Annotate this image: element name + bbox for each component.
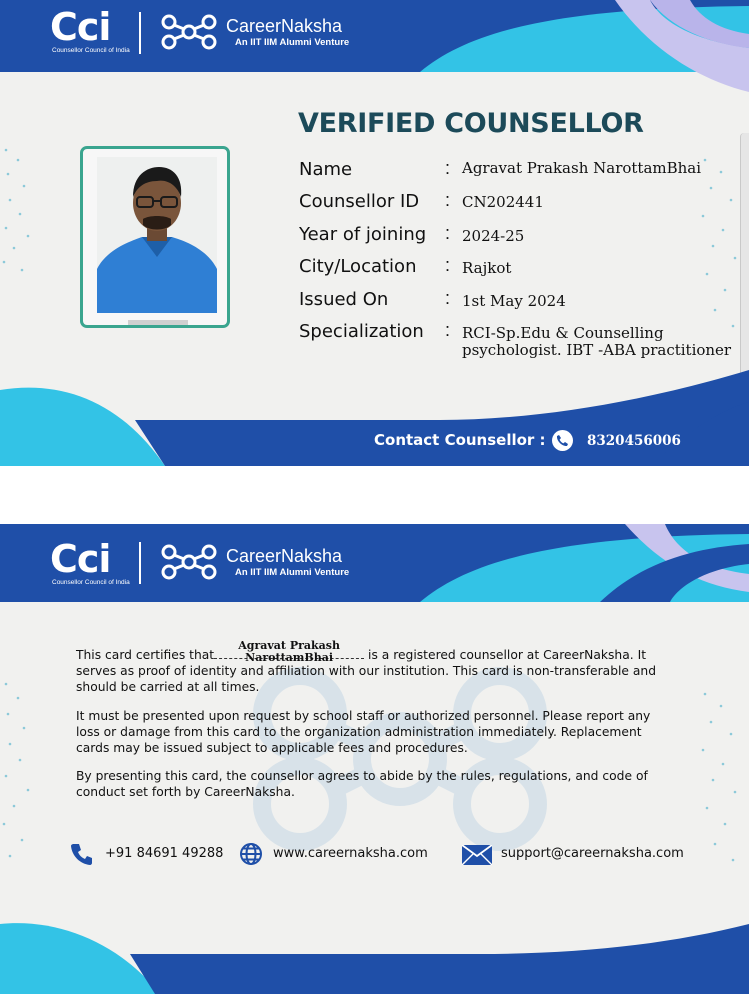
year-of-joining-label: Year of joining [299,224,427,245]
contact-phone[interactable]: +91 84691 49288 [105,846,224,861]
decorative-dots-left [0,140,40,280]
specialization-value-line2: psychologist. IBT -ABA practitioner [462,341,732,359]
cci-logo: Cci [50,537,111,581]
certifies-continuation: is a registered counsellor at CareerNaksha. It serves as proof of identity and affiliation with our institution. This card is non-transferable and should be carried at all times. [76,648,657,694]
contact-number[interactable]: 8320456006 [587,433,681,449]
name-value: Agravat Prakash NarottamBhai [462,159,702,177]
card-title: VERIFIED COUNSELLOR [298,108,644,139]
name-colon: : [445,158,451,178]
footer-decoration [0,914,749,994]
cci-logo: Cci [50,5,111,49]
phone-icon [552,430,573,451]
conduct-paragraph: By presenting this card, the counsellor agrees to abide by the rules, regulations, and code of conduct set forth by CareerNaksha. [76,769,648,799]
careernaksha-logo-icon [160,542,218,582]
cci-logo-subtitle: Counsellor Council of India [52,47,130,54]
careernaksha-logo-text: CareerNaksha [226,16,343,36]
year-of-joining-value: 2024-25 [462,227,525,245]
name-label: Name [299,159,353,180]
counsellor-name-blank [214,639,364,664]
photo-frame [80,146,230,328]
id-card-front [0,0,749,466]
globe-icon [239,842,263,866]
counsellor-id-colon: : [445,190,451,210]
header-decoration [0,0,749,110]
specialization-colon: : [445,320,451,340]
year-of-joining-colon: : [445,223,451,243]
cci-logo-subtitle: Counsellor Council of India [52,579,130,586]
careernaksha-logo-text: CareerNaksha [226,546,343,566]
contact-website[interactable]: www.careernaksha.com [273,846,428,861]
contact-counsellor-label: Contact Counsellor : [374,431,546,449]
city-location-label: City/Location [299,256,417,277]
counsellor-id-label: Counsellor ID [299,191,420,212]
issued-on-label: Issued On [299,289,389,310]
decorative-dots-right [695,150,745,350]
specialization-label: Specialization [299,321,424,342]
careernaksha-tagline: An IIT IIM Alumni Venture [235,567,350,578]
city-location-colon: : [445,255,451,275]
id-card-back [0,524,749,994]
usage-paragraph: It must be presented upon request by school staff or authorized personnel. Please report any loss or damage from this card to the organization administration immediately. Replacement cards may be issued subject to applicable fees and procedures. [76,709,651,755]
logo-divider [139,542,141,584]
counsellor-id-value: CN202441 [462,193,544,211]
certifies-text: This card certifies that [76,648,215,662]
issued-on-colon: : [445,288,451,308]
contact-email[interactable]: support@careernaksha.com [501,846,684,861]
logo-divider [139,12,141,54]
email-icon [462,845,492,865]
city-location-value: Rajkot [462,259,512,277]
decorative-dots-left [0,674,40,864]
photo-caption-smudge [128,320,188,326]
certification-paragraph [76,639,676,695]
phone-icon [70,842,94,866]
decorative-dots-right [695,684,749,884]
counsellor-photo [97,157,217,313]
counsellor-name-fill: Agravat Prakash NarottamBhai [238,639,340,664]
specialization-value-line1: RCI-Sp.Edu & Counselling [462,324,664,342]
careernaksha-tagline: An IIT IIM Alumni Venture [235,37,350,48]
issued-on-value: 1st May 2024 [462,292,566,310]
careernaksha-logo-icon [160,12,218,52]
